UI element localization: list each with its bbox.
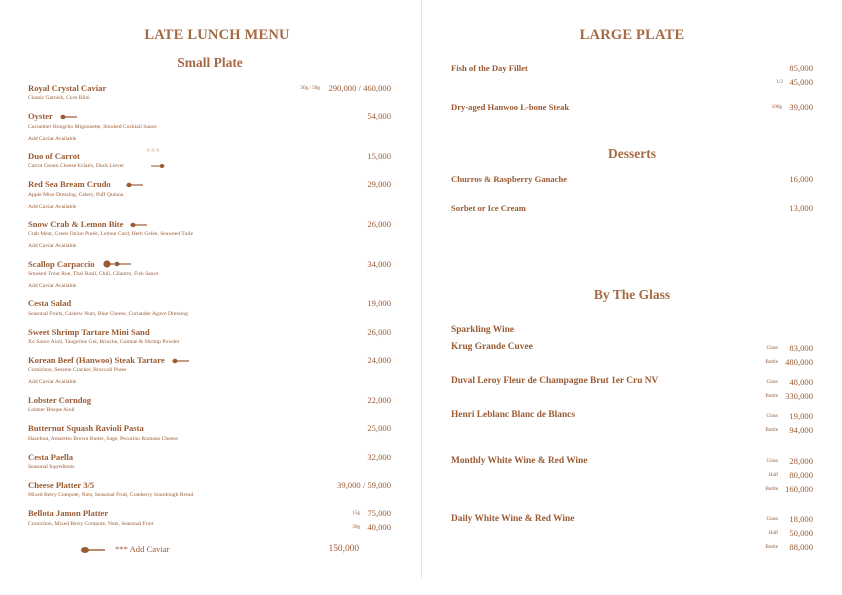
- glass-label: Glass: [766, 413, 778, 419]
- menu-item-name: Cesta Paella: [28, 452, 74, 462]
- bottle-label: Bottle: [765, 427, 778, 433]
- menu-item-name: Oyster: [28, 111, 53, 121]
- large-plate-title: LARGE PLATE: [579, 27, 685, 43]
- bottle-label: Bottle: [765, 544, 778, 550]
- glass-label: Glass: [766, 458, 778, 464]
- menu-item-price: 45,000: [789, 77, 813, 87]
- wine-name: Daily White Wine & Red Wine: [451, 514, 575, 524]
- menu-item-desc: Cornichon, Sesame Cracker, Broccoli Puree: [28, 367, 127, 373]
- caviar-spoon-icon: [114, 261, 132, 267]
- menu-item-desc: Classic Garnish, Corn Blini: [28, 95, 90, 101]
- menu-item-name: Korean Beef (Hanwoo) Steak Tartare: [28, 355, 165, 365]
- caviar-spoon-icon: [172, 358, 190, 364]
- wine-name: Krug Grande Cuvee: [451, 342, 533, 352]
- menu-item-name: Cesta Salad: [28, 298, 72, 308]
- carrot-mark: ※※※: [146, 148, 161, 154]
- wine-price: 94,000: [789, 425, 813, 435]
- menu-item-note: Add Caviar Available: [28, 283, 77, 289]
- wine-price: 83,000: [789, 343, 813, 353]
- add-caviar-label: *** Add Caviar: [115, 544, 170, 554]
- menu-item-desc: Seasonal Ingredients: [28, 464, 75, 470]
- wine-price: 18,000: [789, 514, 813, 524]
- menu-item-name: Sorbet or Ice Cream: [451, 203, 526, 213]
- caviar-spoon-icon: [150, 163, 166, 169]
- desserts-heading: Desserts: [608, 146, 656, 161]
- menu-item-desc: Apple Miso Dressing, Celery, Puff Quinoa: [28, 192, 124, 198]
- wine-price: 80,000: [789, 470, 813, 480]
- wine-name: Henri Leblanc Blanc de Blancs: [451, 410, 575, 420]
- menu-item-desc: Cornichon, Mixed Berry Compote, Nuts, Seasonal Fruit: [28, 521, 154, 527]
- bottle-label: Bottle: [765, 393, 778, 399]
- menu-item-note: Add Caviar Available: [28, 204, 77, 210]
- add-caviar-price: 150,000: [328, 544, 359, 554]
- wine-price: 480,000: [785, 357, 813, 367]
- menu-item-price: 290,000 / 460,000: [328, 83, 391, 93]
- menu-item-size: 30g / 50g: [300, 85, 320, 91]
- menu-item-size: 100g: [771, 104, 782, 110]
- wine-name: Monthly White Wine & Red Wine: [451, 456, 588, 466]
- menu-item-desc: Seasonal Fruits, Cashew Nuts, Blue Cheese, Coriander Agave Dressing: [28, 311, 188, 317]
- menu-item-desc: Carrot Cream Cheese Eclairs, Duck Liever: [28, 163, 124, 169]
- caviar-spoon-icon: [60, 114, 78, 120]
- menu-item-name: Scallop Carpaccio: [28, 259, 95, 269]
- menu-item-desc: Cucumber Hongcho Mignonette, Smoked Cocktail Sauce: [28, 124, 157, 130]
- wine-price: 28,000: [789, 456, 813, 466]
- glass-label: Glass: [766, 516, 778, 522]
- menu-item-price: 40,000: [367, 522, 391, 532]
- caviar-spoon-icon: [80, 546, 106, 554]
- menu-item-name: Red Sea Bream Crudo: [28, 179, 111, 189]
- menu-item-price: 85,000: [789, 63, 813, 73]
- menu-item-price: 75,000: [367, 508, 391, 518]
- menu-item-price: 16,000: [789, 174, 813, 184]
- menu-item-price: 26,000: [367, 219, 391, 229]
- caviar-spoon-icon: [126, 182, 144, 188]
- menu-item-price: 39,000: [789, 102, 813, 112]
- menu-item-desc: Crab Meat, Green Onion Purée, Lemon Curd, Herb Gelée, Seaweed Tuile: [28, 231, 193, 237]
- menu-item-price: 34,000: [367, 259, 391, 269]
- wine-price: 48,000: [789, 377, 813, 387]
- sparkling-wine-heading: Sparkling Wine: [451, 325, 514, 335]
- wine-price: 19,000: [789, 411, 813, 421]
- menu-item-name: Dry-aged Hanwoo L-bone Steak: [451, 102, 570, 112]
- bottle-label: Bottle: [765, 486, 778, 492]
- wine-price: 330,000: [785, 391, 813, 401]
- menu-item-size: 1/2: [776, 79, 783, 85]
- menu-item-price: 32,000: [367, 452, 391, 462]
- menu-item-note: Add Caviar Available: [28, 136, 77, 142]
- menu-item-price: 24,000: [367, 355, 391, 365]
- menu-item-price: 19,000: [367, 298, 391, 308]
- small-plate-heading: Small Plate: [177, 55, 243, 70]
- menu-item-name: Duo of Carrot: [28, 151, 80, 161]
- page-divider: [421, 0, 422, 578]
- menu-item-name: Bellota Jamon Platter: [28, 508, 109, 518]
- menu-item-name: Churros & Raspberry Ganache: [451, 174, 568, 184]
- by-the-glass-heading: By The Glass: [593, 287, 671, 302]
- menu-item-name: Sweet Shrimp Tartare Mini Sand: [28, 327, 150, 337]
- menu-item-desc: Lobster Bisque Aioli: [28, 407, 75, 413]
- menu-item-size: 30g: [352, 524, 360, 530]
- menu-item-name: Snow Crab & Lemon Bite: [28, 219, 124, 229]
- wine-price: 160,000: [785, 484, 813, 494]
- menu-item-price: 54,000: [367, 111, 391, 121]
- menu-item-name: Fish of the Day Fillet: [451, 63, 528, 73]
- menu-item-name: Cheese Platter 3/5: [28, 480, 95, 490]
- menu-item-desc: Xo Sauce Aioli, Tangerine Gel, Brioche, Gamtae & Shrimp Powder: [28, 339, 180, 345]
- wine-price: 50,000: [789, 528, 813, 538]
- menu-item-price: 15,000: [367, 151, 391, 161]
- menu-item-note: Add Caviar Available: [28, 243, 77, 249]
- half-label: Half: [768, 530, 778, 536]
- menu-item-name: Butternut Squash Ravioli Pasta: [28, 423, 144, 433]
- menu-item-price: 39,000 / 59,000: [337, 480, 391, 490]
- menu-item-note: Add Caviar Available: [28, 379, 77, 385]
- glass-label: Glass: [766, 345, 778, 351]
- menu-item-price: 22,000: [367, 395, 391, 405]
- menu-item-price: 26,000: [367, 327, 391, 337]
- bottle-label: Bottle: [765, 359, 778, 365]
- menu-item-desc: Smoked Trout Roe, Thai Basil, Chili, Cilantro, Fish Sauce: [28, 271, 159, 277]
- menu-item-desc: Hazelnut, Amaretto Brown Butter, Sage, Pecorino Romano Cheese: [28, 436, 178, 442]
- menu-item-size: 15g: [352, 510, 360, 516]
- menu-item-price: 25,000: [367, 423, 391, 433]
- glass-label: Glass: [766, 379, 778, 385]
- menu-item-price: 29,000: [367, 179, 391, 189]
- menu-item-desc: Mixed Berry Compote, Nuts, Seasonal Fruit, Cranberry Sourdough Bread: [28, 492, 194, 498]
- wine-price: 88,000: [789, 542, 813, 552]
- scallop-icon: [102, 259, 114, 269]
- menu-item-price: 13,000: [789, 203, 813, 213]
- menu-item-name: Royal Crystal Caviar: [28, 83, 107, 93]
- wine-name: Duval Leroy Fleur de Champagne Brut 1er Cru NV: [451, 376, 659, 386]
- menu-title: LATE LUNCH MENU: [144, 27, 290, 43]
- menu-item-name: Lobster Corndog: [28, 395, 92, 405]
- caviar-spoon-icon: [130, 222, 148, 228]
- half-label: Half: [768, 472, 778, 478]
